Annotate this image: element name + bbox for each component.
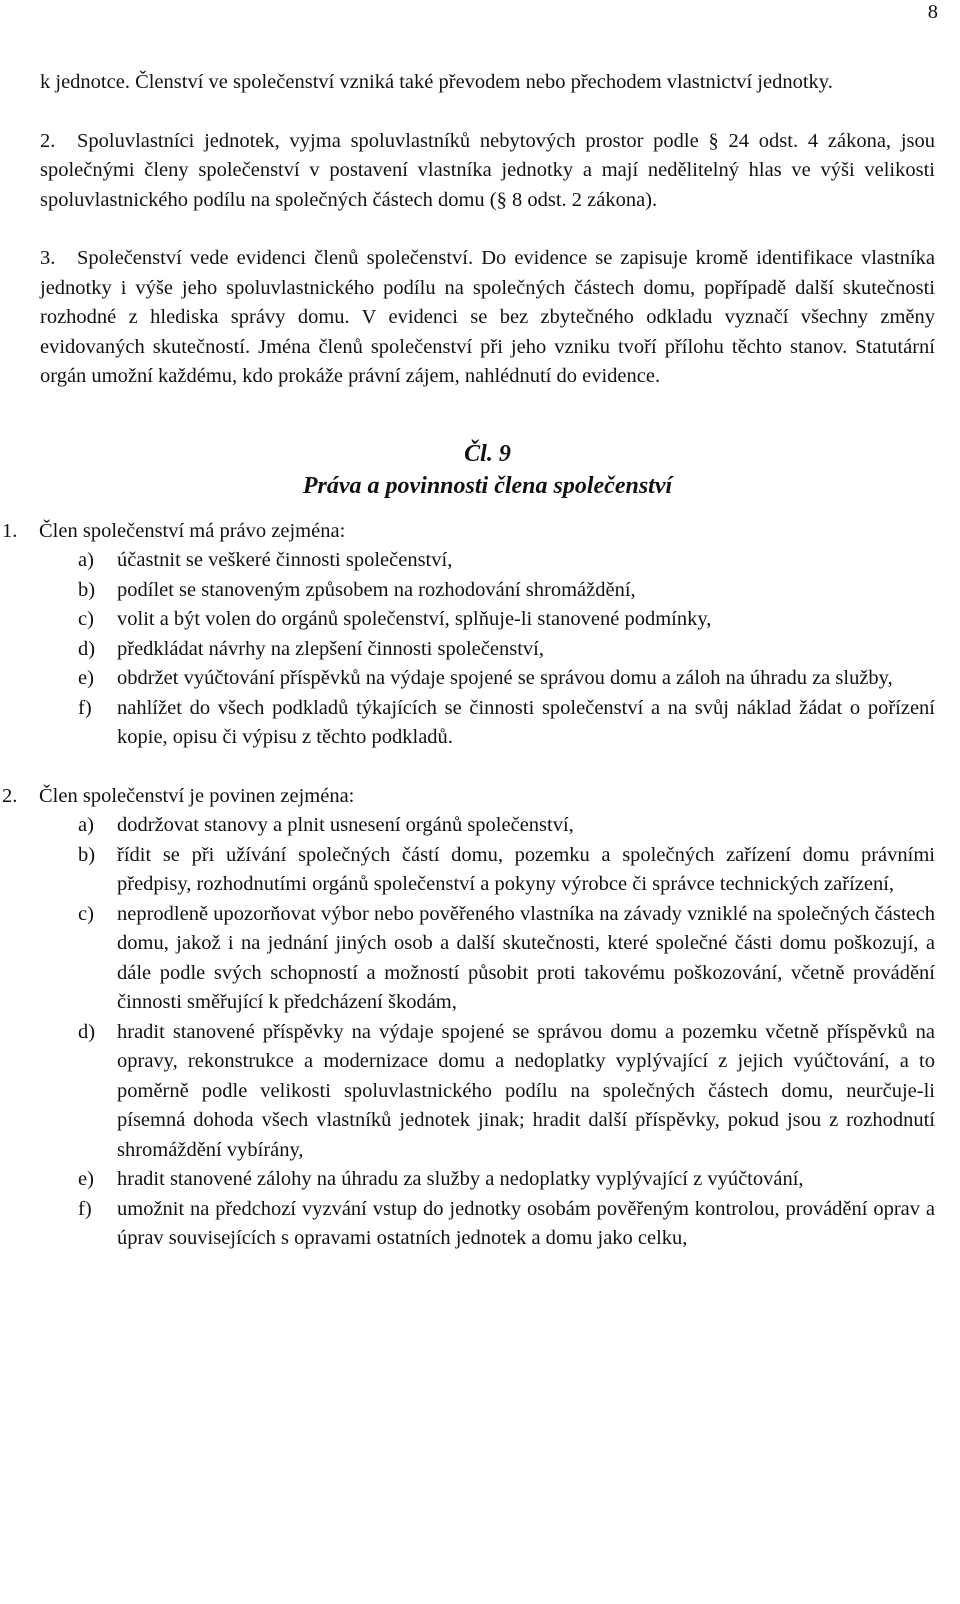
list-item-text: neprodleně upozorňovat výbor nebo pověřeného vlastníka na závady vzniklé na společných částech domu, jakož i na jednání jiných osob a další skutečnosti, které společné části domu poškozují, a dále podle svých schopností a možností působit proti takovému poškozování, včetně provádění činnosti směřující k předcházení škodám, [117, 902, 935, 1013]
list-item-text: hradit stanovené příspěvky na výdaje spojené se správou domu a pozemku včetně příspěvků na opravy, rekonstrukce a modernizace domu a nedoplatky vyplývající z jejich vyúčtování, a to poměrně podle velikosti spoluvlastnického podílu na společných částech domu, neurčuje-li písemná dohoda všech vlastníků jednotek jinak; hradit další příspěvky, pokud jsou z rozhodnutí shromáždění vybírány, [117, 1020, 935, 1161]
section-1-intro [2, 517, 935, 547]
list-item-label: e) [78, 1168, 94, 1190]
section-number: 2. [2, 784, 18, 807]
list-item-text: nahlížet do všech podkladů týkajících se činnosti společenství a na svůj náklad žádat o pořízení kopie, opisu či výpisu z těchto podkladů. [117, 696, 935, 748]
list-item-label: c) [78, 902, 94, 925]
list-item-text: umožnit na předchozí vyzvání vstup do jednotky osobám pověřeným kontrolou, provádění oprav a úprav souvisejících s opravami ostatních jednotek a domu jako celku, [117, 1197, 935, 1249]
list-item [40, 1165, 935, 1195]
list-item [40, 694, 935, 753]
page-number: 8 [927, 1, 938, 23]
section-intro-text: Člen společenství má právo zejména: [39, 519, 346, 542]
list-item [40, 546, 935, 576]
list-item [40, 1018, 935, 1166]
list-item-label: e) [78, 667, 94, 689]
list-item [40, 635, 935, 665]
paragraph-number: 3. [40, 247, 56, 269]
list-item-label: c) [78, 608, 94, 630]
list-item-label: b) [78, 843, 96, 866]
paragraph-number: 2. [40, 129, 56, 152]
list-item-label: f) [78, 696, 92, 719]
section-intro-text: Člen společenství je povinen zejména: [39, 784, 355, 807]
list-item-text: volit a být volen do orgánů společenství, splňuje-li stanovené podmínky, [117, 608, 712, 630]
list-item-text: účastnit se veškeré činnosti společenství, [117, 549, 453, 571]
list-item-text: řídit se při užívání společných částí domu, pozemku a společných zařízení domu právními předpisy, rozhodnutími orgánů společenství a pokyny výrobce či správce technických zařízení, [117, 843, 935, 895]
article-title: Práva a povinnosti člena společenství [302, 472, 673, 499]
list-item-label: a) [78, 549, 94, 571]
list-item-text: hradit stanovené zálohy na úhradu za služby a nedoplatky vyplývající z vyúčtování, [117, 1168, 804, 1190]
list-item [40, 664, 935, 694]
list-item-text: předkládat návrhy na zlepšení činnosti společenství, [117, 637, 544, 660]
paragraph-text: Spoluvlastníci jednotek, vyjma spoluvlastníků nebytových prostor podle § 24 odst. 4 zákona, jsou společnými členy společenství v postavení vlastníka jednotky a mají nedělitelný hlas ve výši velikosti spoluvlastnického podílu na společných částech domu (§ 8 odst. 2 zákona). [40, 129, 935, 211]
intro-paragraph: k jednotce. Členství ve společenství vzniká také převodem nebo přechodem vlastnictví jednotky. [40, 71, 833, 93]
list-item [40, 811, 935, 841]
section-2-intro [2, 782, 935, 812]
section-number: 1. [2, 519, 18, 542]
paragraph-2 [40, 127, 935, 216]
list-item [40, 576, 935, 606]
list-item-label: d) [78, 637, 96, 660]
rights-list [40, 546, 935, 753]
list-item-label: a) [78, 814, 94, 836]
document-body [2, 68, 935, 1283]
list-item [40, 1195, 935, 1254]
list-item-text: obdržet vyúčtování příspěvků na výdaje spojené se správou domu a záloh na úhradu za služby, [117, 667, 893, 689]
paragraph-text: Společenství vede evidenci členů společenství. Do evidence se zapisuje kromě identifikace vlastníka jednotky i výše jeho spoluvlastnického podílu na společných částech domu, popřípadě další skutečnosti rozhodné z hlediska správy domu. V evidenci se bez zbytečného odkladu vyznačí všechny změny evidovaných skutečností. Jména členů společenství při jeho vzniku tvoří přílohu těchto stanov. Statutární orgán umožní každému, kdo prokáže právní zájem, nahlédnutí do evidence. [40, 247, 935, 387]
article-number: Čl. 9 [464, 440, 511, 467]
list-item [40, 900, 935, 1018]
list-item-label: f) [78, 1197, 92, 1220]
list-item-label: d) [78, 1020, 96, 1043]
list-item [40, 841, 935, 900]
list-item-text: dodržovat stanovy a plnit usnesení orgánů společenství, [117, 814, 574, 836]
list-item-label: b) [78, 578, 96, 601]
duties-list [40, 811, 935, 1254]
list-item-text: podílet se stanoveným způsobem na rozhodování shromáždění, [117, 578, 636, 601]
list-item [40, 605, 935, 635]
paragraph-3 [40, 244, 935, 392]
